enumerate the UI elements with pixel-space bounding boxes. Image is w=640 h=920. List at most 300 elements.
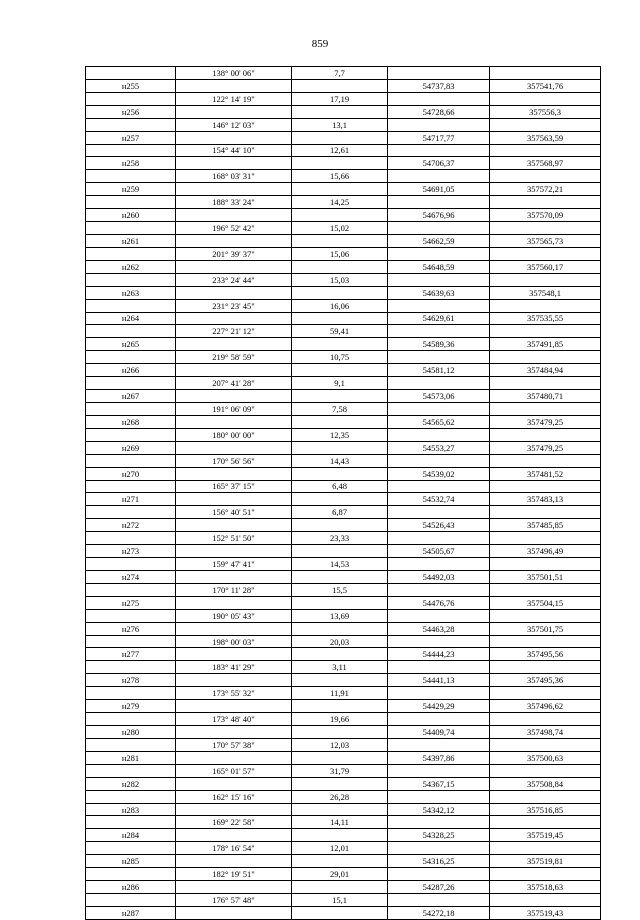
table-row	[86, 415, 601, 428]
y-coordinate-cell: 357496,49	[490, 545, 601, 558]
x-coordinate-cell	[388, 273, 490, 286]
point-cell	[86, 868, 176, 881]
point-cell	[86, 351, 176, 364]
angle-cell: 196° 52' 42"	[176, 222, 292, 235]
x-coordinate-cell: 54589,36	[388, 338, 490, 351]
length-cell	[292, 596, 388, 609]
table-row	[86, 532, 601, 545]
table-row	[86, 609, 601, 622]
length-cell: 11,91	[292, 687, 388, 700]
table-row	[86, 803, 601, 816]
point-cell: н256	[86, 105, 176, 118]
length-cell: 9,1	[292, 377, 388, 390]
y-coordinate-cell	[490, 609, 601, 622]
point-cell: н264	[86, 312, 176, 325]
table-row	[86, 79, 601, 92]
point-cell: н265	[86, 338, 176, 351]
x-coordinate-cell	[388, 299, 490, 312]
table-row	[86, 131, 601, 144]
angle-cell	[176, 700, 292, 713]
angle-cell: 231° 23' 45"	[176, 299, 292, 312]
x-coordinate-cell	[388, 480, 490, 493]
x-coordinate-cell: 54662,59	[388, 234, 490, 247]
angle-cell: 207° 41' 28"	[176, 377, 292, 390]
y-coordinate-cell	[490, 454, 601, 467]
length-cell	[292, 881, 388, 894]
x-coordinate-cell	[388, 532, 490, 545]
angle-cell	[176, 441, 292, 454]
table-row	[86, 751, 601, 764]
y-coordinate-cell: 357556,3	[490, 105, 601, 118]
length-cell: 15,06	[292, 247, 388, 260]
page-number: 859	[311, 38, 329, 50]
table-row	[86, 674, 601, 687]
x-coordinate-cell: 54397,86	[388, 751, 490, 764]
point-cell	[86, 377, 176, 390]
length-cell	[292, 260, 388, 273]
table-row	[86, 816, 601, 829]
angle-cell: 169° 22' 58"	[176, 816, 292, 829]
point-cell	[86, 454, 176, 467]
length-cell	[292, 726, 388, 739]
table-row	[86, 157, 601, 170]
table-row	[86, 183, 601, 196]
y-coordinate-cell: 357483,13	[490, 493, 601, 506]
x-coordinate-cell: 54441,13	[388, 674, 490, 687]
point-cell: н286	[86, 881, 176, 894]
y-coordinate-cell	[490, 222, 601, 235]
length-cell: 12,35	[292, 428, 388, 441]
table-row	[86, 196, 601, 209]
point-cell	[86, 170, 176, 183]
y-coordinate-cell	[490, 351, 601, 364]
angle-cell	[176, 545, 292, 558]
length-cell: 12,61	[292, 144, 388, 157]
table-row	[86, 402, 601, 415]
length-cell: 59,41	[292, 325, 388, 338]
y-coordinate-cell: 357485,85	[490, 519, 601, 532]
y-coordinate-cell	[490, 713, 601, 726]
length-cell: 15,03	[292, 273, 388, 286]
point-cell	[86, 402, 176, 415]
y-coordinate-cell	[490, 118, 601, 131]
angle-cell: 227° 21' 12"	[176, 325, 292, 338]
x-coordinate-cell	[388, 247, 490, 260]
y-coordinate-cell	[490, 661, 601, 674]
point-cell	[86, 118, 176, 131]
table-row	[86, 906, 601, 919]
point-cell	[86, 67, 176, 80]
x-coordinate-cell: 54728,66	[388, 105, 490, 118]
x-coordinate-cell: 54429,29	[388, 700, 490, 713]
length-cell	[292, 105, 388, 118]
x-coordinate-cell: 54565,62	[388, 415, 490, 428]
angle-cell: 152° 51' 50"	[176, 532, 292, 545]
table-row	[86, 170, 601, 183]
y-coordinate-cell	[490, 170, 601, 183]
point-cell	[86, 842, 176, 855]
coordinates-table	[85, 66, 601, 920]
table-row	[86, 247, 601, 260]
angle-cell: 122° 14' 19"	[176, 92, 292, 105]
length-cell: 29,01	[292, 868, 388, 881]
y-coordinate-cell	[490, 325, 601, 338]
length-cell	[292, 390, 388, 403]
length-cell	[292, 183, 388, 196]
length-cell	[292, 338, 388, 351]
y-coordinate-cell: 357568,97	[490, 157, 601, 170]
table-row	[86, 648, 601, 661]
angle-cell: 165° 01' 57"	[176, 764, 292, 777]
angle-cell	[176, 519, 292, 532]
x-coordinate-cell: 54691,05	[388, 183, 490, 196]
x-coordinate-cell	[388, 170, 490, 183]
table-row	[86, 299, 601, 312]
table-row	[86, 726, 601, 739]
y-coordinate-cell: 357479,25	[490, 415, 601, 428]
x-coordinate-cell	[388, 196, 490, 209]
y-coordinate-cell: 357504,15	[490, 596, 601, 609]
point-cell	[86, 532, 176, 545]
point-cell	[86, 247, 176, 260]
y-coordinate-cell	[490, 635, 601, 648]
x-coordinate-cell: 54648,59	[388, 260, 490, 273]
y-coordinate-cell: 357565,73	[490, 234, 601, 247]
length-cell: 12,03	[292, 738, 388, 751]
y-coordinate-cell	[490, 196, 601, 209]
x-coordinate-cell: 54676,96	[388, 209, 490, 222]
x-coordinate-cell: 54629,61	[388, 312, 490, 325]
length-cell: 14,43	[292, 454, 388, 467]
x-coordinate-cell	[388, 222, 490, 235]
y-coordinate-cell	[490, 816, 601, 829]
y-coordinate-cell	[490, 92, 601, 105]
table-row	[86, 583, 601, 596]
length-cell	[292, 234, 388, 247]
x-coordinate-cell: 54367,15	[388, 777, 490, 790]
y-coordinate-cell	[490, 273, 601, 286]
angle-cell	[176, 906, 292, 919]
point-cell	[86, 558, 176, 571]
point-cell	[86, 273, 176, 286]
x-coordinate-cell: 54706,37	[388, 157, 490, 170]
x-coordinate-cell	[388, 713, 490, 726]
x-coordinate-cell: 54737,83	[388, 79, 490, 92]
table-row	[86, 842, 601, 855]
y-coordinate-cell: 357484,94	[490, 364, 601, 377]
x-coordinate-cell	[388, 92, 490, 105]
point-cell: н283	[86, 803, 176, 816]
y-coordinate-cell: 357518,63	[490, 881, 601, 894]
x-coordinate-cell: 54539,02	[388, 467, 490, 480]
angle-cell: 190° 05' 43"	[176, 609, 292, 622]
table-row	[86, 480, 601, 493]
table-row	[86, 105, 601, 118]
table-row	[86, 700, 601, 713]
point-cell: н287	[86, 906, 176, 919]
y-coordinate-cell: 357548,1	[490, 286, 601, 299]
y-coordinate-cell: 357508,84	[490, 777, 601, 790]
angle-cell: 154° 44' 10"	[176, 144, 292, 157]
angle-cell: 173° 48' 40"	[176, 713, 292, 726]
length-cell	[292, 79, 388, 92]
y-coordinate-cell: 357479,25	[490, 441, 601, 454]
y-coordinate-cell	[490, 842, 601, 855]
table-row	[86, 144, 601, 157]
length-cell: 14,11	[292, 816, 388, 829]
point-cell: н270	[86, 467, 176, 480]
angle-cell: 170° 11' 28"	[176, 583, 292, 596]
x-coordinate-cell	[388, 377, 490, 390]
length-cell	[292, 674, 388, 687]
table-row	[86, 428, 601, 441]
x-coordinate-cell	[388, 402, 490, 415]
table-row	[86, 855, 601, 868]
point-cell: н282	[86, 777, 176, 790]
length-cell	[292, 519, 388, 532]
table-row	[86, 222, 601, 235]
length-cell	[292, 364, 388, 377]
x-coordinate-cell	[388, 325, 490, 338]
x-coordinate-cell: 54444,23	[388, 648, 490, 661]
angle-cell	[176, 596, 292, 609]
y-coordinate-cell	[490, 377, 601, 390]
table-row	[86, 635, 601, 648]
angle-cell: 188° 33' 24"	[176, 196, 292, 209]
y-coordinate-cell	[490, 506, 601, 519]
x-coordinate-cell	[388, 583, 490, 596]
point-cell: н268	[86, 415, 176, 428]
y-coordinate-cell	[490, 144, 601, 157]
y-coordinate-cell	[490, 247, 601, 260]
length-cell: 31,79	[292, 764, 388, 777]
x-coordinate-cell	[388, 351, 490, 364]
y-coordinate-cell	[490, 687, 601, 700]
x-coordinate-cell	[388, 118, 490, 131]
angle-cell: 162° 15' 16"	[176, 790, 292, 803]
angle-cell	[176, 209, 292, 222]
table-row	[86, 390, 601, 403]
table-row	[86, 377, 601, 390]
length-cell	[292, 493, 388, 506]
point-cell	[86, 144, 176, 157]
y-coordinate-cell: 357535,55	[490, 312, 601, 325]
point-cell	[86, 661, 176, 674]
point-cell	[86, 687, 176, 700]
table-row	[86, 558, 601, 571]
length-cell: 17,19	[292, 92, 388, 105]
x-coordinate-cell	[388, 67, 490, 80]
angle-cell	[176, 726, 292, 739]
y-coordinate-cell	[490, 299, 601, 312]
point-cell: н267	[86, 390, 176, 403]
point-cell	[86, 222, 176, 235]
angle-cell: 182° 19' 51"	[176, 868, 292, 881]
x-coordinate-cell: 54476,76	[388, 596, 490, 609]
angle-cell: 170° 56' 56"	[176, 454, 292, 467]
table-row	[86, 777, 601, 790]
length-cell: 19,66	[292, 713, 388, 726]
length-cell: 14,53	[292, 558, 388, 571]
length-cell: 14,25	[292, 196, 388, 209]
x-coordinate-cell: 54342,12	[388, 803, 490, 816]
y-coordinate-cell	[490, 764, 601, 777]
length-cell	[292, 545, 388, 558]
x-coordinate-cell	[388, 661, 490, 674]
table-row	[86, 441, 601, 454]
x-coordinate-cell	[388, 894, 490, 907]
angle-cell: 233° 24' 44"	[176, 273, 292, 286]
table-row	[86, 92, 601, 105]
length-cell	[292, 467, 388, 480]
length-cell: 20,03	[292, 635, 388, 648]
y-coordinate-cell	[490, 583, 601, 596]
table-row	[86, 325, 601, 338]
angle-cell	[176, 131, 292, 144]
x-coordinate-cell	[388, 506, 490, 519]
table-row	[86, 687, 601, 700]
x-coordinate-cell: 54717,77	[388, 131, 490, 144]
length-cell	[292, 829, 388, 842]
x-coordinate-cell	[388, 764, 490, 777]
y-coordinate-cell: 357570,09	[490, 209, 601, 222]
angle-cell	[176, 829, 292, 842]
table-row	[86, 234, 601, 247]
length-cell: 15,02	[292, 222, 388, 235]
angle-cell: 201° 39' 37"	[176, 247, 292, 260]
y-coordinate-cell	[490, 868, 601, 881]
length-cell	[292, 157, 388, 170]
angle-cell: 180° 00' 00"	[176, 428, 292, 441]
x-coordinate-cell: 54532,74	[388, 493, 490, 506]
x-coordinate-cell: 54639,63	[388, 286, 490, 299]
x-coordinate-cell	[388, 144, 490, 157]
y-coordinate-cell	[490, 790, 601, 803]
point-cell	[86, 764, 176, 777]
angle-cell: 146° 12' 03"	[176, 118, 292, 131]
angle-cell	[176, 751, 292, 764]
point-cell: н266	[86, 364, 176, 377]
angle-cell	[176, 674, 292, 687]
table-row	[86, 894, 601, 907]
y-coordinate-cell: 357519,45	[490, 829, 601, 842]
table-row	[86, 738, 601, 751]
y-coordinate-cell: 357519,43	[490, 906, 601, 919]
y-coordinate-cell	[490, 894, 601, 907]
angle-cell: 170° 57' 38"	[176, 738, 292, 751]
length-cell	[292, 803, 388, 816]
length-cell: 15,5	[292, 583, 388, 596]
y-coordinate-cell	[490, 428, 601, 441]
angle-cell: 168° 03' 31"	[176, 170, 292, 183]
point-cell: н276	[86, 622, 176, 635]
y-coordinate-cell: 357500,63	[490, 751, 601, 764]
x-coordinate-cell: 54492,03	[388, 570, 490, 583]
y-coordinate-cell: 357480,71	[490, 390, 601, 403]
table-row	[86, 596, 601, 609]
x-coordinate-cell: 54526,43	[388, 519, 490, 532]
x-coordinate-cell: 54581,12	[388, 364, 490, 377]
length-cell: 10,75	[292, 351, 388, 364]
point-cell: н277	[86, 648, 176, 661]
length-cell	[292, 286, 388, 299]
angle-cell: 219° 58' 59"	[176, 351, 292, 364]
x-coordinate-cell	[388, 738, 490, 751]
length-cell	[292, 855, 388, 868]
y-coordinate-cell: 357501,51	[490, 570, 601, 583]
x-coordinate-cell	[388, 558, 490, 571]
x-coordinate-cell: 54573,06	[388, 390, 490, 403]
x-coordinate-cell: 54287,26	[388, 881, 490, 894]
angle-cell	[176, 881, 292, 894]
x-coordinate-cell: 54316,25	[388, 855, 490, 868]
length-cell: 23,33	[292, 532, 388, 545]
length-cell	[292, 648, 388, 661]
angle-cell: 178° 16' 54"	[176, 842, 292, 855]
point-cell	[86, 480, 176, 493]
point-cell: н271	[86, 493, 176, 506]
y-coordinate-cell: 357541,76	[490, 79, 601, 92]
point-cell: н262	[86, 260, 176, 273]
table-row	[86, 519, 601, 532]
length-cell: 3,11	[292, 661, 388, 674]
table-row	[86, 868, 601, 881]
angle-cell	[176, 364, 292, 377]
x-coordinate-cell	[388, 635, 490, 648]
length-cell	[292, 751, 388, 764]
angle-cell: 165° 37' 15"	[176, 480, 292, 493]
y-coordinate-cell: 357516,85	[490, 803, 601, 816]
table-row	[86, 764, 601, 777]
length-cell: 13,1	[292, 118, 388, 131]
table-row	[86, 312, 601, 325]
x-coordinate-cell	[388, 790, 490, 803]
table-row	[86, 493, 601, 506]
table-row	[86, 454, 601, 467]
length-cell: 13,69	[292, 609, 388, 622]
length-cell	[292, 312, 388, 325]
angle-cell: 191° 06' 09"	[176, 402, 292, 415]
point-cell	[86, 299, 176, 312]
x-coordinate-cell	[388, 868, 490, 881]
table-row	[86, 570, 601, 583]
angle-cell	[176, 622, 292, 635]
y-coordinate-cell: 357491,85	[490, 338, 601, 351]
table-row	[86, 118, 601, 131]
y-coordinate-cell: 357563,59	[490, 131, 601, 144]
table-row	[86, 661, 601, 674]
y-coordinate-cell: 357572,21	[490, 183, 601, 196]
angle-cell	[176, 415, 292, 428]
table-row	[86, 209, 601, 222]
table-row	[86, 506, 601, 519]
angle-cell	[176, 493, 292, 506]
y-coordinate-cell	[490, 67, 601, 80]
point-cell: н259	[86, 183, 176, 196]
table-row	[86, 467, 601, 480]
point-cell: н284	[86, 829, 176, 842]
x-coordinate-cell: 54505,67	[388, 545, 490, 558]
y-coordinate-cell: 357481,52	[490, 467, 601, 480]
x-coordinate-cell: 54328,25	[388, 829, 490, 842]
table-row	[86, 790, 601, 803]
y-coordinate-cell	[490, 402, 601, 415]
angle-cell	[176, 467, 292, 480]
table-row	[86, 829, 601, 842]
table-row	[86, 260, 601, 273]
length-cell: 26,28	[292, 790, 388, 803]
angle-cell	[176, 338, 292, 351]
